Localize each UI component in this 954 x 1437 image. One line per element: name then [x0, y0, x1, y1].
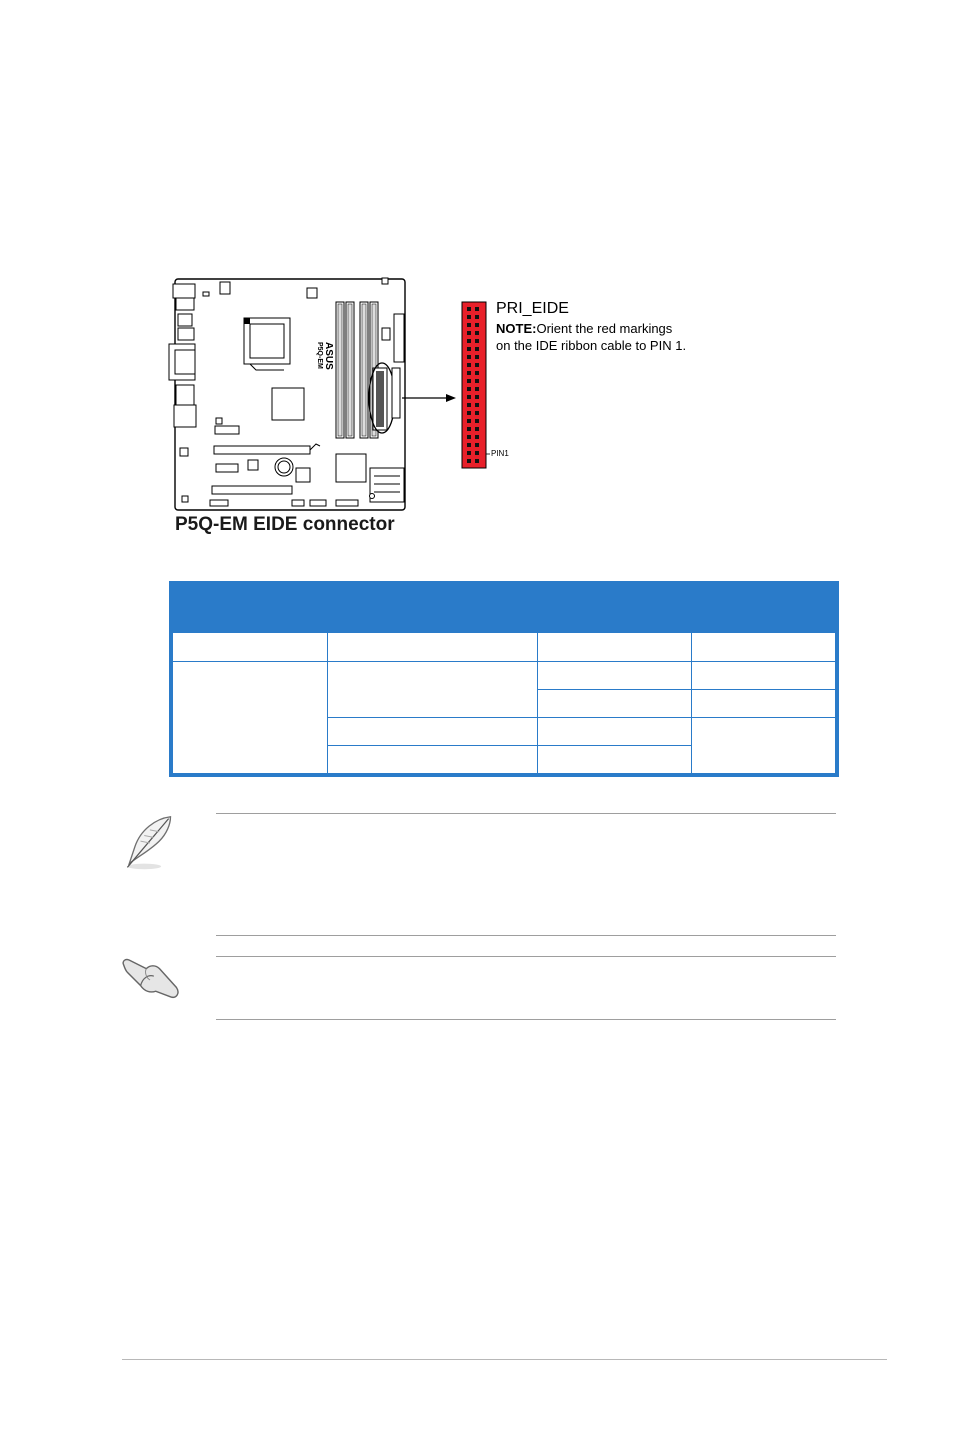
connector-pin	[467, 427, 471, 431]
note-bottom-rule	[216, 935, 836, 936]
connector-pin	[475, 443, 479, 447]
connector-pin	[467, 403, 471, 407]
eide-connector-diagram	[160, 270, 720, 520]
hand-pointing-icon	[118, 955, 184, 1003]
connector-note	[496, 320, 686, 354]
connector-pin	[475, 419, 479, 423]
feather-pen-icon	[118, 812, 178, 874]
connector-pin	[467, 331, 471, 335]
figure-caption: P5Q-EM EIDE connector	[175, 514, 395, 535]
connector-pin	[467, 411, 471, 415]
connector-pin	[467, 387, 471, 391]
connector-pin	[475, 355, 479, 359]
connector-pin	[467, 435, 471, 439]
connector-pin	[467, 443, 471, 447]
connector-pin	[467, 363, 471, 367]
caution-bottom-rule	[216, 1019, 836, 1020]
connector-pin	[467, 339, 471, 343]
connector-pin	[475, 395, 479, 399]
connector-pin	[475, 411, 479, 415]
connector-pin	[467, 419, 471, 423]
connector-pin	[467, 451, 471, 455]
connector-name: PRI_EIDE	[496, 300, 569, 317]
note-top-rule	[216, 813, 836, 814]
connector-pin	[475, 371, 479, 375]
connector-pin	[475, 459, 479, 463]
caution-top-rule	[216, 956, 836, 957]
connector-pin	[475, 427, 479, 431]
connector-pin	[475, 379, 479, 383]
connector-pin	[475, 451, 479, 455]
connector-pin	[467, 347, 471, 351]
connector-pin	[475, 339, 479, 343]
connector-pin	[475, 363, 479, 367]
connector-pin	[475, 323, 479, 327]
connector-pin	[475, 315, 479, 319]
connector-pin	[467, 307, 471, 311]
connector-pin	[467, 371, 471, 375]
connector-pin	[475, 347, 479, 351]
footer-rule	[122, 1359, 887, 1360]
connector-pin	[475, 403, 479, 407]
connector-pin	[467, 379, 471, 383]
connector-pin	[467, 395, 471, 399]
table-body	[173, 633, 835, 773]
board-logo: ASUS	[323, 342, 334, 370]
connector-pin	[467, 459, 471, 463]
connector-pin	[467, 315, 471, 319]
connector-pin	[475, 331, 479, 335]
connector-pin	[475, 435, 479, 439]
pin1-label: PIN1	[491, 449, 509, 458]
connector-pin	[475, 307, 479, 311]
ide-spec-table	[169, 581, 839, 777]
note-label: NOTE:	[496, 321, 537, 336]
pri-eide-connector	[462, 302, 486, 468]
connector-pin	[467, 355, 471, 359]
note-text-line2: on the IDE ribbon cable to PIN 1.	[496, 338, 687, 353]
connector-pin	[475, 387, 479, 391]
note-text-line1: Orient the red markings	[536, 321, 673, 336]
board-model: P5Q-EM	[316, 342, 323, 369]
connector-pin	[467, 323, 471, 327]
